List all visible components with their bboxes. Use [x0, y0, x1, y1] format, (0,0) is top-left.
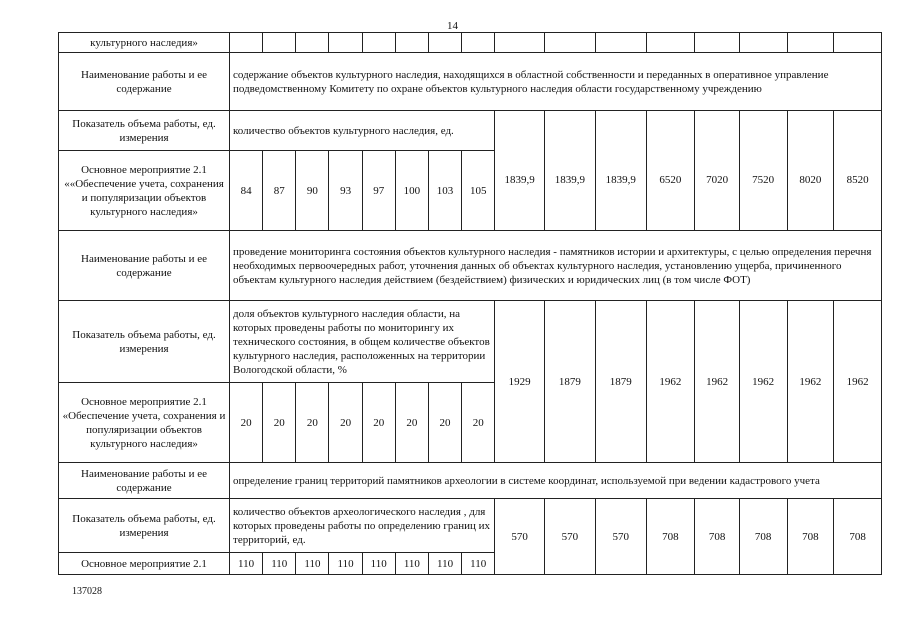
- work-name-label: Наименование работы и ее содержание: [59, 463, 230, 499]
- value-cell: 7520: [739, 111, 787, 231]
- value-cell: 84: [230, 151, 263, 231]
- value-cell: 1839,9: [545, 111, 596, 231]
- indicator-description: количество объектов культурного наследия, ед.: [230, 111, 495, 151]
- value-cell: 20: [395, 383, 428, 463]
- measure-label: Основное мероприятие 2.1: [59, 553, 230, 575]
- table-row: [59, 53, 882, 111]
- value-cell: 570: [595, 499, 646, 575]
- value-cell: 20: [329, 383, 362, 463]
- value-cell: 8020: [787, 111, 834, 231]
- table-row: [59, 33, 882, 53]
- value-cell: 708: [739, 499, 787, 575]
- indicator-description: количество объектов археологического наследия , для которых проведены работы по определению границ их территорий, ед.: [230, 499, 495, 553]
- value-cell: 708: [646, 499, 695, 575]
- value-cell: 90: [296, 151, 329, 231]
- value-cell: 1839,9: [495, 111, 545, 231]
- indicator-label: Показатель объема работы, ед. измерения: [59, 111, 230, 151]
- budget-table: [58, 32, 882, 575]
- value-cell: 708: [787, 499, 834, 575]
- value-cell: 570: [495, 499, 545, 575]
- value-cell: 97: [362, 151, 395, 231]
- value-cell: 1929: [495, 301, 545, 463]
- value-cell: 110: [462, 553, 495, 575]
- value-cell: 7020: [695, 111, 740, 231]
- table-row: [59, 301, 882, 383]
- value-cell: 20: [362, 383, 395, 463]
- value-cell: 20: [230, 383, 263, 463]
- work-name-label: Наименование работы и ее содержание: [59, 53, 230, 111]
- value-cell: 1962: [834, 301, 882, 463]
- table-row: [59, 463, 882, 499]
- value-cell: 100: [395, 151, 428, 231]
- work-description: проведение мониторинга состояния объектов культурного наследия - памятников истории и архитектуры, с целью определения перечня необходимых первоочередных работ, уточнения данных об объектах культурного наследия, установлению ущерба, причиненного объектам культурного наследия действием (бездействием) физических и юридических лиц (в том числе ФОТ): [230, 231, 882, 301]
- value-cell: 110: [395, 553, 428, 575]
- value-cell: 1879: [545, 301, 596, 463]
- value-cell: 1962: [646, 301, 695, 463]
- value-cell: 110: [428, 553, 461, 575]
- work-description: определение границ территорий памятников археологии в системе координат, используемой при ведении кадастрового учета: [230, 463, 882, 499]
- value-cell: 708: [695, 499, 740, 575]
- value-cell: 110: [230, 553, 263, 575]
- value-cell: 1879: [595, 301, 646, 463]
- value-cell: 1962: [739, 301, 787, 463]
- measure-label: Основное мероприятие 2.1 ««Обеспечение учета, сохранения и популяризации объектов культурного наследия»: [59, 151, 230, 231]
- value-cell: 20: [428, 383, 461, 463]
- value-cell: 103: [428, 151, 461, 231]
- page-number: 14: [447, 20, 458, 32]
- value-cell: 570: [545, 499, 596, 575]
- work-name-label: Наименование работы и ее содержание: [59, 231, 230, 301]
- value-cell: 93: [329, 151, 362, 231]
- value-cell: 1962: [787, 301, 834, 463]
- value-cell: 1962: [695, 301, 740, 463]
- table-row: [59, 231, 882, 301]
- work-description: содержание объектов культурного наследия, находящихся в областной собственности и переданных в оперативное управление подведомственному Комитету по охране объектов культурного наследия области государственному учреждению: [230, 53, 882, 111]
- value-cell: 110: [296, 553, 329, 575]
- table-row: [59, 499, 882, 553]
- value-cell: 110: [263, 553, 296, 575]
- value-cell: 708: [834, 499, 882, 575]
- table-row: [59, 111, 882, 151]
- document-code: 137028: [72, 586, 102, 597]
- value-cell: 6520: [646, 111, 695, 231]
- value-cell: 20: [263, 383, 296, 463]
- value-cell: 8520: [834, 111, 882, 231]
- value-cell: 110: [329, 553, 362, 575]
- measure-label: Основное мероприятие 2.1 «Обеспечение учета, сохранения и популяризации объектов культурного наследия»: [59, 383, 230, 463]
- indicator-description: доля объектов культурного наследия области, на которых проведены работы по мониторингу их технического состояния, в общем количестве объектов культурного наследия, расположенных на территории Вологодской области, %: [230, 301, 495, 383]
- value-cell: 105: [462, 151, 495, 231]
- indicator-label: Показатель объема работы, ед. измерения: [59, 499, 230, 553]
- indicator-label: Показатель объема работы, ед. измерения: [59, 301, 230, 383]
- value-cell: 110: [362, 553, 395, 575]
- carry-over-label: культурного наследия»: [59, 33, 230, 53]
- value-cell: 1839,9: [595, 111, 646, 231]
- value-cell: 20: [462, 383, 495, 463]
- value-cell: 87: [263, 151, 296, 231]
- value-cell: 20: [296, 383, 329, 463]
